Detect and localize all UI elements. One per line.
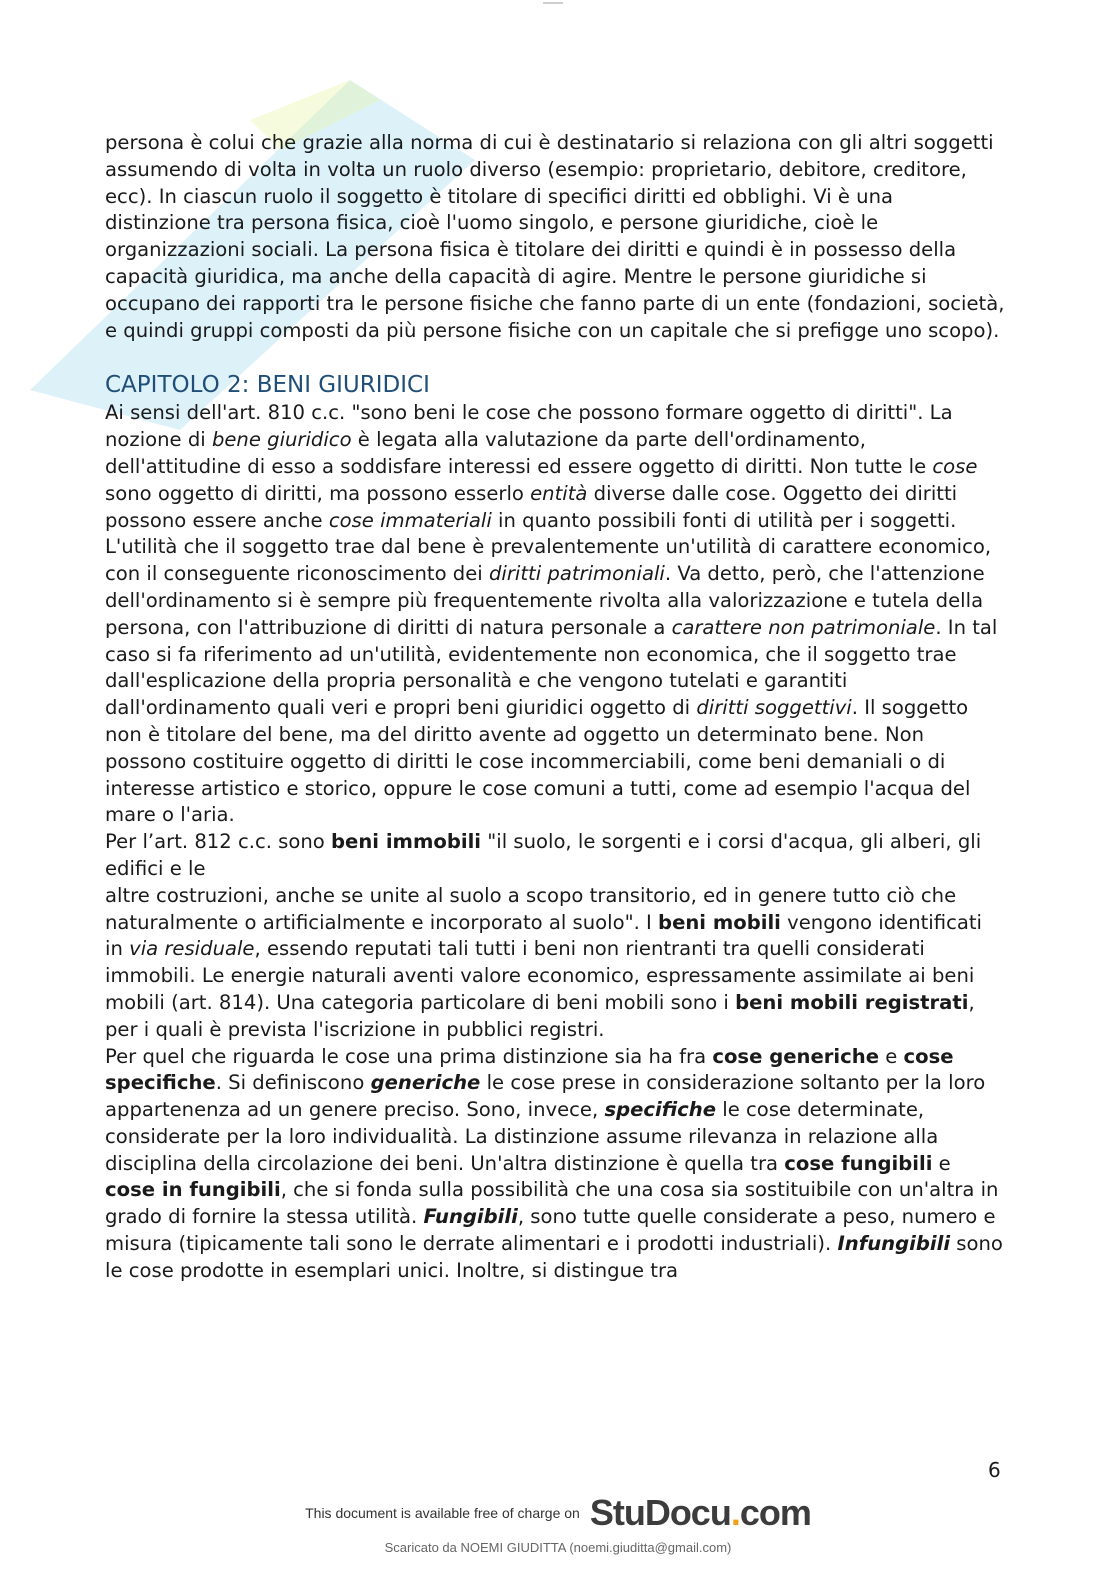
paragraph-beni-giuridici: Ai sensi dell'art. 810 c.c. "sono beni le cose che possono formare oggetto di diritti". La nozione di bene giuridico è legata alla valutazione da parte dell'ordinamento, dell'attitudine di esso a soddisfare interessi ed essere oggetto di diritti. Non tutte le cose sono oggetto di diritti, ma possono esserlo entità diverse dalle cose. Oggetto dei diritti possono essere anche cose immateriali in quanto possibili fonti di utilità per i soggetti. L'utilità che il soggetto trae dal bene è prevalentemente un'utilità di carattere economico, con il conseguente riconoscimento dei diritti patrimoniali. Va detto, però, che l'attenzione dell'ordinamento si è sempre più frequentemente rivolta alla valorizzazione e tutela della persona, con l'attribuzione di diritti di natura personale a carattere non patrimoniale. In tal caso si fa riferimento ad un'utilità, evidentemente non economica, che il soggetto trae dall'esplicazione della propria personalità e che vengono tutelati e garantiti dall'ordinamento quali veri e propri beni giuridici oggetto di diritti soggettivi. Il soggetto non è titolare del bene, ma del diritto avente ad oggetto un determinato bene. Non possono costituire oggetto di diritti le cose incommerciabili, come beni demaniali o di interesse artistico e storico, oppure le cose comuni a tutti, come ad esempio l'acqua del mare o l'aria. [105,401,998,827]
footer-download-text: Scaricato da NOEMI GIUDITTA (noemi.giuditta@gmail.com) [384,1540,732,1555]
studocu-logo[interactable]: StuDocu.com [589,1492,811,1533]
intro-paragraph: persona è colui che grazie alla norma di cui è destinatario si relaziona con gli altri soggetti assumendo di volta in volta un ruolo diverso (esempio: proprietario, debitore, creditore, ecc). In ciascun ruolo il soggetto è titolare di specifici diritti ed obblighi. Vi è una distinzione tra persona fisica, cioè l'uomo singolo, e persone giuridiche, cioè le organizzazioni sociali. La persona fisica è titolare dei diritti e quindi è in possesso della capacità giuridica, ma anche della capacità di agire. Mentre le persone giuridiche si occupano dei rapporti tra le persone fisiche che fanno parte di un ente (fondazioni, società, e quindi gruppi composti da più persone fisiche con un capitale che si prefigge uno scopo). [105,131,1005,342]
page-content [105,130,1005,1285]
paragraph-beni-immobili: Per l’art. 812 c.c. sono beni immobili "il suolo, le sorgenti e i corsi d'acqua, gli alberi, gli edifici e le altre costruzioni, anche se unite al suolo a scopo transitorio, ed in genere tutto ciò che naturalmente o artificialmente e incorporato al suolo". I beni mobili vengono identificati in via residuale, essendo reputati tali tutti i beni non rientranti tra quelli considerati immobili. Le energie naturali aventi valore economico, espressamente assimilate ai beni mobili (art. 814). Una categoria particolare di beni mobili sono i beni mobili registrati, per i quali è prevista l'iscrizione in pubblici registri. [105,830,982,1041]
paragraph-cose: Per quel che riguarda le cose una prima distinzione sia ha fra cose generiche e cose specifiche. Si definiscono generiche le cose prese in considerazione soltanto per la loro appartenenza ad un genere preciso. Sono, invece, specifiche le cose determinate, considerate per la loro individualità. La distinzione assume rilevanza in relazione alla disciplina della circolazione dei beni. Un'altra distinzione è quella tra cose fungibili e cose in fungibili, che si fonda sulla possibilità che una cosa sia sostituibile con un'altra in grado di fornire la stessa utilità. Fungibili, sono tutte quelle considerate a peso, numero e misura (tipicamente tali sono le derrate alimentari e i prodotti industriali). Infungibili sono le cose prodotte in esemplari unici. Inoltre, si distingue tra [105,1044,1003,1282]
page-number: 6 [988,1458,1001,1482]
chapter-heading: CAPITOLO 2: BENI GIURIDICI [105,372,430,399]
top-mark [543,2,563,4]
footer-available-text: This document is available free of charge on [305,1505,580,1521]
footer [0,1492,1116,1555]
